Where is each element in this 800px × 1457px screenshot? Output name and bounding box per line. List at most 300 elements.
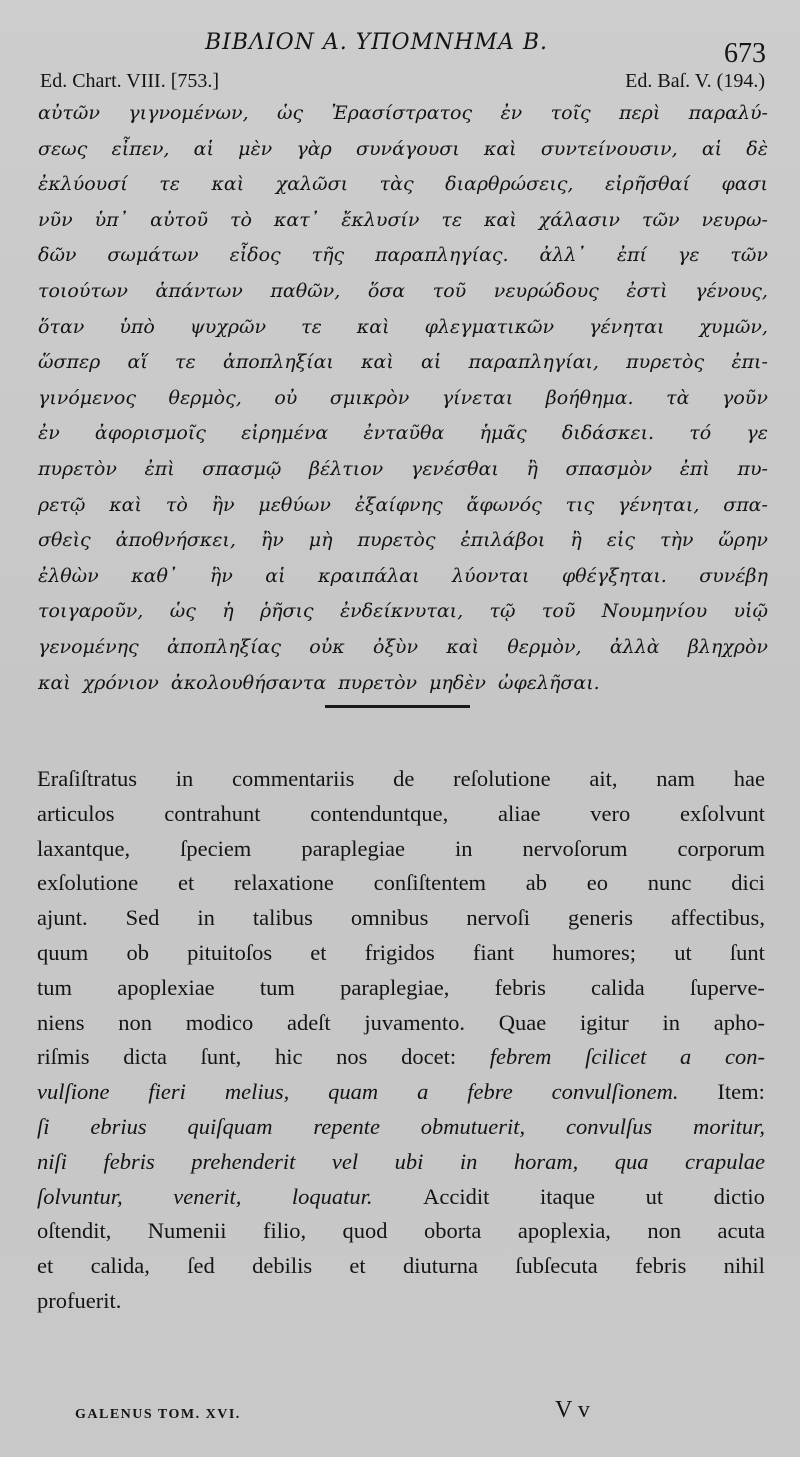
greek-word: ἡμᾶς xyxy=(479,422,527,445)
greek-word: ἐπὶ xyxy=(679,457,710,480)
latin-word: igitur xyxy=(579,1009,629,1035)
latin-word: filio, xyxy=(262,1218,307,1244)
greek-word: ἐπί xyxy=(616,244,647,267)
greek-word: αὐτοῦ xyxy=(150,208,209,231)
latin-word-italic: horam, xyxy=(513,1148,579,1174)
latin-word-italic: loquatur. xyxy=(291,1183,373,1209)
latin-word: calida xyxy=(591,974,645,1000)
greek-word: τε xyxy=(441,208,463,231)
greek-word: ὅταν xyxy=(38,315,85,338)
latin-word: Numenii xyxy=(147,1218,227,1244)
latin-word: hae xyxy=(733,766,765,791)
greek-word: ἐπὶ xyxy=(144,457,175,480)
latin-word: dici xyxy=(731,870,765,896)
greek-word: λύονται xyxy=(452,564,530,587)
latin-word-italic: ſolvuntur, xyxy=(37,1183,123,1209)
latin-word: acuta xyxy=(717,1218,765,1244)
greek-line xyxy=(38,274,768,310)
greek-word: αἱ xyxy=(701,137,723,160)
latin-word-italic: fieri xyxy=(148,1079,186,1105)
latin-word: vero xyxy=(590,800,631,826)
latin-word: ajunt. xyxy=(37,905,88,931)
latin-word-italic: prehenderit xyxy=(191,1148,296,1174)
latin-word: profuerit. xyxy=(37,1287,122,1313)
latin-word: in xyxy=(455,835,473,861)
greek-word: ὥσπερ xyxy=(38,351,101,374)
latin-word-italic: repente xyxy=(313,1113,380,1139)
latin-word: itaque xyxy=(539,1183,595,1209)
greek-word: παθῶν, xyxy=(270,279,341,302)
greek-word: φασι xyxy=(721,173,768,196)
greek-word: ἀλλ᾽ xyxy=(539,244,586,267)
greek-word: σεως xyxy=(38,137,88,160)
greek-word: μηδὲν xyxy=(429,671,486,694)
latin-word: Quae xyxy=(498,1009,547,1035)
latin-word: pituitoſos xyxy=(187,939,273,965)
latin-word: in xyxy=(197,905,215,931)
latin-word-italic: quam xyxy=(328,1079,379,1105)
greek-word: ρετῷ xyxy=(38,493,86,516)
latin-word: exſolvunt xyxy=(680,800,765,826)
greek-line xyxy=(38,96,768,132)
greek-line xyxy=(38,452,768,488)
greek-word: κατ᾽ xyxy=(273,208,320,231)
greek-word: διδάσκει. xyxy=(561,422,655,445)
latin-word: ab xyxy=(525,870,548,896)
latin-word: aliae xyxy=(498,800,541,826)
greek-line xyxy=(38,594,768,630)
latin-word-italic: niſi xyxy=(37,1148,68,1174)
greek-word: βληχρὸν xyxy=(687,635,768,658)
greek-word: γὰρ xyxy=(296,137,332,160)
latin-word: ſpeciem xyxy=(180,835,252,861)
greek-word: τοῖς xyxy=(550,102,591,124)
greek-word: ἐκλύουσί xyxy=(38,173,128,196)
latin-word: oſtendit, xyxy=(37,1218,112,1244)
gathering-mark: V v xyxy=(555,1397,590,1423)
latin-word-italic: quiſquam xyxy=(187,1113,273,1139)
latin-word-italic: febre xyxy=(467,1079,513,1105)
latin-word: febris xyxy=(635,1253,687,1279)
latin-word-italic: vulſione xyxy=(37,1079,110,1105)
greek-line xyxy=(38,666,768,702)
greek-word: τοιούτων xyxy=(38,279,128,302)
greek-word: τό xyxy=(689,422,712,445)
latin-word: tum xyxy=(259,974,295,1000)
latin-word: de xyxy=(393,766,415,791)
greek-word: παραπληγίας. xyxy=(375,244,509,267)
latin-word: non xyxy=(647,1218,682,1244)
greek-word: παραπληγίαι, xyxy=(468,351,599,374)
greek-word: γενομένης xyxy=(38,635,139,658)
greek-word: καὶ xyxy=(484,208,517,231)
latin-word-italic: febris xyxy=(103,1148,155,1174)
greek-word: σπασμὸν xyxy=(565,457,653,480)
latin-word: docet: xyxy=(401,1044,457,1070)
latin-line xyxy=(37,1284,765,1319)
latin-word: et xyxy=(349,1253,366,1279)
greek-word: τοιγαροῦν, xyxy=(38,600,144,623)
greek-word: καὶ xyxy=(211,173,245,196)
latin-word: apoplexiae xyxy=(117,974,215,1000)
latin-line xyxy=(37,1075,765,1110)
latin-word: ut xyxy=(674,939,692,965)
greek-word: πυ- xyxy=(737,457,768,480)
greek-word: ἐστὶ xyxy=(626,279,668,302)
greek-word: ἁπάντων xyxy=(155,279,243,302)
latin-word: dictio xyxy=(713,1183,765,1209)
latin-word: calida, xyxy=(90,1253,150,1279)
greek-word: τὰς xyxy=(379,173,414,196)
greek-line xyxy=(38,203,768,239)
greek-word: σθεὶς xyxy=(38,529,91,552)
latin-word: apho- xyxy=(713,1009,765,1035)
latin-word-italic: con- xyxy=(724,1044,765,1070)
greek-word: σωμάτων xyxy=(107,244,199,267)
greek-word: ἀλλὰ xyxy=(609,635,660,658)
greek-word: ἀκολουθήσαντα xyxy=(170,671,327,694)
greek-word: γένηται xyxy=(589,315,665,338)
latin-word: commentariis xyxy=(231,766,355,791)
latin-line xyxy=(37,936,765,971)
greek-word: οὐ xyxy=(274,386,298,409)
latin-word: Accidit xyxy=(423,1183,490,1209)
latin-word: et xyxy=(310,939,327,965)
latin-word-italic: moritur, xyxy=(693,1113,765,1139)
latin-line xyxy=(37,1249,765,1284)
edition-chart-reference: Ed. Chart. VIII. [753.] xyxy=(40,70,220,92)
latin-line xyxy=(37,1214,765,1249)
latin-word-italic: ſi xyxy=(37,1113,50,1139)
greek-word: ἡ xyxy=(222,600,234,623)
latin-word-italic: crapulae xyxy=(684,1148,765,1174)
greek-word: ὥρην xyxy=(718,529,768,552)
greek-word: εἰς xyxy=(606,529,635,552)
greek-word: εἰρημένα xyxy=(241,422,329,445)
latin-word-italic: obmutuerit, xyxy=(420,1113,526,1139)
greek-word: ἔκλυσίν xyxy=(341,208,420,231)
latin-word: quod xyxy=(342,1218,388,1244)
greek-word: ὡς xyxy=(169,600,196,623)
latin-word: debilis xyxy=(252,1253,313,1279)
greek-word: σπασμῷ xyxy=(202,457,282,480)
greek-line xyxy=(38,132,768,168)
latin-word: febris xyxy=(494,974,546,1000)
greek-word: συντείνουσιν, xyxy=(540,137,678,160)
greek-line xyxy=(38,238,768,274)
greek-word: περὶ xyxy=(618,102,661,124)
greek-word: τοῦ xyxy=(432,279,467,302)
latin-translation-block xyxy=(37,762,765,1319)
greek-word: γένηται, xyxy=(618,493,700,516)
greek-word: ἣν xyxy=(209,564,233,587)
latin-line xyxy=(37,1040,765,1075)
greek-word: ἐν xyxy=(38,422,60,445)
greek-word: ἢν xyxy=(260,529,284,552)
latin-word-italic: convulſionem. xyxy=(551,1079,679,1105)
greek-word: πυρετὸν xyxy=(338,671,418,694)
greek-word: εἶδος xyxy=(229,244,281,267)
latin-line xyxy=(37,1110,765,1145)
greek-word: ἢ xyxy=(570,529,582,552)
greek-word: ῥῆσις xyxy=(259,600,314,623)
latin-word: modico xyxy=(185,1009,254,1035)
latin-line xyxy=(37,866,765,901)
latin-word: paraplegiae, xyxy=(340,974,450,1000)
latin-line xyxy=(37,1006,765,1041)
greek-word: αἱ xyxy=(193,137,214,160)
latin-word-italic: ſcilicet xyxy=(585,1044,647,1070)
greek-word: ἀποπληξίαι xyxy=(222,351,334,374)
latin-word: ob xyxy=(126,939,149,965)
latin-word: nervoſi xyxy=(466,905,531,931)
greek-word: φθέγξηται. xyxy=(561,564,667,587)
latin-line xyxy=(37,971,765,1006)
latin-word: laxantque, xyxy=(37,835,131,861)
greek-word: νῦν xyxy=(38,208,73,231)
greek-word: ἐλθὼν xyxy=(38,564,99,587)
latin-word: quum xyxy=(37,939,89,965)
greek-word: τῆς xyxy=(311,244,345,267)
greek-word: ἐν xyxy=(500,102,523,124)
latin-word: relaxatione xyxy=(233,870,334,896)
greek-word: χυμῶν, xyxy=(699,315,768,338)
greek-word: Ἐρασίστρατος xyxy=(331,102,473,124)
greek-word: δὲ xyxy=(746,137,768,160)
latin-line xyxy=(37,1145,765,1180)
latin-word-italic: convulſus xyxy=(566,1113,653,1139)
greek-line xyxy=(38,559,768,595)
greek-word: καὶ xyxy=(361,351,394,374)
greek-word: γοῦν xyxy=(722,386,768,409)
latin-word: non xyxy=(118,1009,152,1035)
greek-word: τὴν xyxy=(659,529,694,552)
latin-word-italic: qua xyxy=(614,1148,649,1174)
latin-word: Sed xyxy=(125,905,160,931)
greek-word: τὸ xyxy=(165,493,188,516)
greek-line xyxy=(38,381,768,417)
greek-word: καὶ xyxy=(446,635,480,658)
latin-word: ſubſecuta xyxy=(515,1253,598,1279)
greek-line xyxy=(38,310,768,346)
greek-word: κραιπάλαι xyxy=(318,564,420,587)
latin-word: hic xyxy=(274,1044,303,1070)
greek-word: καθ᾽ xyxy=(131,564,178,587)
greek-word: πυρετὸς xyxy=(626,351,705,374)
latin-line xyxy=(37,797,765,832)
greek-word: διαρθρώσεις, xyxy=(445,173,574,196)
latin-word-italic: ubi xyxy=(394,1148,424,1174)
latin-word: ſuperve- xyxy=(689,974,765,1000)
greek-word: τις xyxy=(565,493,595,516)
greek-word: γιγνομένων, xyxy=(128,102,249,124)
greek-word: ὑπ᾽ xyxy=(94,208,129,231)
latin-word: talibus xyxy=(252,905,313,931)
greek-line xyxy=(38,630,768,666)
latin-line xyxy=(37,832,765,867)
signature-mark: GALENUS TOM. XVI. xyxy=(75,1407,241,1422)
latin-word: frigidos xyxy=(364,939,435,965)
latin-word: eo xyxy=(586,870,608,896)
greek-word: εἶπεν, xyxy=(111,137,170,160)
latin-word: contrahunt xyxy=(164,800,261,826)
greek-word: τῷ xyxy=(489,600,516,623)
latin-word: juvamento. xyxy=(364,1009,466,1035)
latin-word: nihil xyxy=(723,1253,765,1279)
greek-word: καὶ xyxy=(38,671,71,694)
latin-word: ait, xyxy=(589,766,618,791)
greek-word: χάλασιν xyxy=(538,208,620,231)
latin-word: exſolutione xyxy=(37,870,139,896)
latin-word: omnibus xyxy=(350,905,429,931)
latin-word-italic: febrem xyxy=(489,1044,552,1070)
latin-word: ut xyxy=(645,1183,664,1209)
greek-word: μεθύων xyxy=(258,493,331,516)
greek-word: ὀξὺν xyxy=(373,635,419,658)
greek-line xyxy=(38,416,768,452)
latin-word: Eraſiſtratus xyxy=(37,766,137,791)
greek-word: δῶν xyxy=(38,244,77,267)
greek-word: μὲν xyxy=(238,137,273,160)
greek-word: εἰρῆσθαί xyxy=(605,173,690,196)
greek-line xyxy=(38,523,768,559)
latin-word: nunc xyxy=(647,870,692,896)
greek-word: καὶ xyxy=(483,137,517,160)
greek-word: αἱ xyxy=(265,564,286,587)
latin-word-italic: a xyxy=(680,1044,692,1070)
greek-word: συνάγουσι xyxy=(356,137,460,160)
latin-word-italic: melius, xyxy=(224,1079,290,1105)
greek-word: ψυχρῶν xyxy=(189,315,267,338)
greek-word: καὶ xyxy=(356,315,390,338)
greek-word: πυρετὸς xyxy=(357,529,436,552)
latin-word: articulos xyxy=(37,800,115,826)
greek-word: πυρετὸν xyxy=(38,457,117,480)
greek-word: τοῦ xyxy=(541,600,576,623)
greek-word: συνέβη xyxy=(699,564,768,587)
greek-word: αὐτῶν xyxy=(38,102,100,124)
greek-word: τὸ xyxy=(230,208,252,231)
latin-word: in xyxy=(175,766,194,791)
greek-word: νευρω- xyxy=(701,208,768,231)
greek-word: βέλτιον xyxy=(309,457,384,480)
greek-word: οὐκ xyxy=(309,635,345,658)
latin-word: niens xyxy=(37,1009,85,1035)
latin-word: nam xyxy=(656,766,695,791)
page-number: 673 xyxy=(724,38,766,69)
latin-word: ſunt xyxy=(729,939,765,965)
greek-word: ἐξαίφνης xyxy=(354,493,443,516)
greek-word: ὅσα xyxy=(367,279,406,302)
greek-word: ἢ xyxy=(526,457,538,480)
greek-word: ἄφωνός xyxy=(466,493,542,516)
greek-word: τὰ xyxy=(666,386,690,409)
greek-word: βοήθημα. xyxy=(545,386,634,409)
latin-line xyxy=(37,1180,765,1215)
greek-word: χαλῶσι xyxy=(275,173,349,196)
latin-word: reſolutione xyxy=(453,766,551,791)
greek-word: θερμὸς, xyxy=(168,386,242,409)
latin-word: et xyxy=(177,870,195,896)
greek-word: ἐνδείκνυται, xyxy=(339,600,464,623)
greek-word: γε xyxy=(746,422,768,445)
latin-word: adeſt xyxy=(286,1009,331,1035)
greek-word: τε xyxy=(301,315,322,338)
running-head: ΒΙΒΛΙΟΝ Α. ΥΠΟΜΝΗΜΑ Β. xyxy=(205,30,549,55)
greek-word: ὑπὸ xyxy=(119,315,155,338)
latin-word: oborta xyxy=(423,1218,482,1244)
greek-word: ἀποπληξίας xyxy=(166,635,282,658)
latin-word: affectibus, xyxy=(671,905,765,931)
section-divider-rule xyxy=(325,705,470,708)
latin-word: humores; xyxy=(552,939,637,965)
greek-word: τε xyxy=(159,173,180,196)
latin-word: diuturna xyxy=(402,1253,478,1279)
greek-line xyxy=(38,345,768,381)
greek-word: θερμὸν, xyxy=(507,635,582,658)
greek-word: αἵ xyxy=(127,351,148,374)
latin-word: apoplexia, xyxy=(517,1218,611,1244)
latin-word: paraplegiae xyxy=(301,835,405,861)
greek-word: ὠφελῆσαι. xyxy=(497,671,600,694)
greek-word: χρόνιον xyxy=(82,671,159,694)
latin-line xyxy=(37,901,765,936)
greek-word: νευρώδους xyxy=(493,279,599,302)
greek-word: τῶν xyxy=(730,244,768,267)
latin-word: tum xyxy=(37,974,73,1000)
greek-word: ἐνταῦθα xyxy=(363,422,445,445)
greek-word: υἱῷ xyxy=(733,600,768,623)
greek-word: ἀποθνήσκει, xyxy=(115,529,236,552)
latin-line xyxy=(37,762,765,797)
greek-word: τε xyxy=(175,351,196,374)
latin-word: conſiſtentem xyxy=(373,870,487,896)
latin-word-italic: in xyxy=(459,1148,478,1174)
greek-word: γένους, xyxy=(695,279,768,302)
greek-word: μὴ xyxy=(308,529,333,552)
greek-word: παραλύ- xyxy=(688,102,768,124)
greek-word: ὡς xyxy=(276,102,304,124)
latin-word: riſmis xyxy=(37,1044,90,1070)
greek-word: σπα- xyxy=(723,493,768,516)
greek-word: Νουμηνίου xyxy=(601,600,708,623)
greek-word: αἱ xyxy=(421,351,442,374)
greek-word: ἐπιλάβοι xyxy=(460,529,546,552)
latin-word: nervoſorum xyxy=(522,835,628,861)
latin-word: corporum xyxy=(677,835,765,861)
latin-word-italic: venerit, xyxy=(173,1183,242,1209)
latin-word: nos xyxy=(336,1044,368,1070)
latin-word-italic: ebrius xyxy=(90,1113,147,1139)
greek-word: γε xyxy=(677,244,700,267)
greek-word: σμικρὸν xyxy=(329,386,410,409)
latin-word: generis xyxy=(568,905,634,931)
greek-word: ἢν xyxy=(211,493,235,516)
greek-word: ἐπι- xyxy=(731,351,768,374)
greek-word: γίνεται xyxy=(441,386,514,409)
greek-word: φλεγματικῶν xyxy=(424,315,555,338)
edition-basel-reference: Ed. Baſ. V. (194.) xyxy=(625,70,765,92)
latin-word: et xyxy=(37,1253,54,1279)
latin-word-italic: a xyxy=(417,1079,429,1105)
latin-word: contenduntque, xyxy=(310,800,449,826)
latin-word: in xyxy=(662,1009,680,1035)
latin-word: dicta xyxy=(123,1044,167,1070)
greek-text-block xyxy=(38,96,768,701)
greek-word: καὶ xyxy=(109,493,142,516)
greek-word: τῶν xyxy=(641,208,680,231)
greek-word: γενέσθαι xyxy=(410,457,499,480)
